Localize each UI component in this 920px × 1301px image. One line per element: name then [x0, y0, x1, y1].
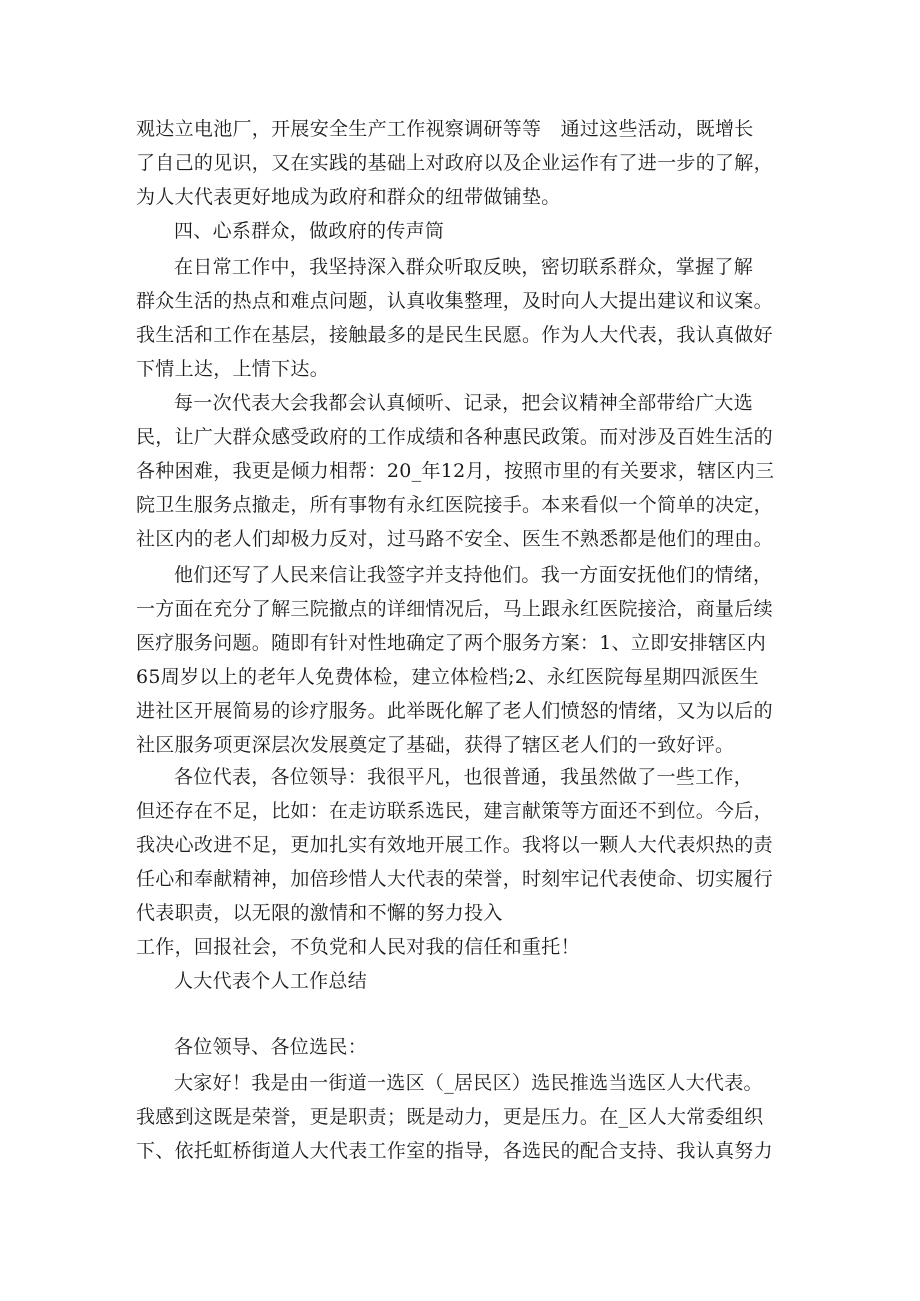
text-line: 代表职责，以无限的激情和不懈的努力投入 — [136, 902, 503, 924]
paragraph — [136, 386, 796, 556]
text-line: 为人大代表更好地成为政府和群众的纽带做铺垫。 — [136, 186, 561, 208]
text-line: 院卫生服务点撤走，所有事物有永红医院接手。本来看似一个简单的决定， — [136, 494, 773, 516]
salutation-line: 各位领导、各位选民： — [174, 1036, 368, 1058]
paragraph — [136, 250, 796, 386]
text-line: 下情上达，上情下达。 — [136, 358, 330, 380]
text-line: 群众生活的热点和难点问题，认真收集整理，及时向人大提出建议和议案。 — [136, 290, 773, 312]
text-line: 民，让广大群众感受政府的工作成绩和各种惠民政策。而对涉及百姓生活的 — [136, 426, 773, 448]
text-line: 工作，回报社会，不负党和人民对我的信任和重托！ — [136, 936, 580, 958]
heading-line: 四、心系群众，做政府的传声筒 — [174, 220, 445, 242]
text-line: 一方面在充分了解三院撤点的详细情况后，马上跟永红医院接洽，商量后续 — [136, 598, 773, 620]
text-line: 社区内的老人们却极力反对，过马路不安全、医生不熟悉都是他们的理由。 — [136, 528, 773, 550]
text-line: 医疗服务问题。随即有针对性地确定了两个服务方案：1、立即安排辖区内 — [136, 632, 766, 654]
text-line: 但还存在不足，比如：在走访联系选民，建言献策等方面还不到位。今后， — [136, 800, 773, 822]
section-heading — [136, 214, 796, 248]
text-line: 下、依托虹桥街道人大代表工作室的指导，各选民的配合支持、我认真努力 — [136, 1140, 773, 1162]
document-body — [136, 112, 796, 214]
text-line: 他们还写了人民来信让我签字并支持他们。我一方面安抚他们的情绪， — [174, 564, 773, 586]
text-line: 社区服务项更深层次发展奠定了基础，获得了辖区老人们的一致好评。 — [136, 734, 735, 756]
document-title — [136, 964, 796, 998]
text-line: 观达立电池厂，开展安全生产工作视察调研等等 通过这些活动，既增长 — [136, 118, 754, 140]
text-line: 进社区开展简易的诊疗服务。此举既化解了老人们愤怒的情绪，又为以后的 — [136, 700, 773, 722]
text-line: 65周岁以上的老年人免费体检，建立体检档;2、永红医院每星期四派医生 — [136, 666, 759, 688]
text-line: 各种困难，我更是倾力相帮：20_年12月，按照市里的有关要求，辖区内三 — [136, 460, 775, 482]
text-line: 我决心改进不足，更加扎实有效地开展工作。我将以一颗人大代表炽热的责 — [136, 834, 773, 856]
text-line: 任心和奉献精神，加倍珍惜人大代表的荣誉，时刻牢记代表使命、切实履行 — [136, 868, 773, 890]
text-line: 在日常工作中，我坚持深入群众听取反映，密切联系群众，掌握了解 — [174, 256, 754, 278]
text-line: 每一次代表大会我都会认真倾听、记录，把会议精神全部带给广大选 — [174, 392, 754, 414]
text-line: 各位代表，各位领导：我很平凡，也很普通，我虽然做了一些工作， — [174, 766, 754, 788]
text-line: 大家好！我是由一街道一选区（_居民区）选民推选当选区人大代表。 — [174, 1072, 763, 1094]
text-line: 我感到这既是荣誉，更是职责；既是动力，更是压力。在_区人大常委组织 — [136, 1106, 764, 1128]
salutation — [136, 1030, 796, 1064]
paragraph — [136, 760, 796, 964]
text-line: 我生活和工作在基层，接触最多的是民生民愿。作为人大代表，我认真做好 — [136, 324, 773, 346]
paragraph — [136, 1066, 796, 1168]
paragraph — [136, 558, 796, 762]
title-line: 人大代表个人工作总结 — [174, 970, 368, 992]
text-line: 了自己的见识，又在实践的基础上对政府以及企业运作有了进一步的了解， — [136, 152, 773, 174]
